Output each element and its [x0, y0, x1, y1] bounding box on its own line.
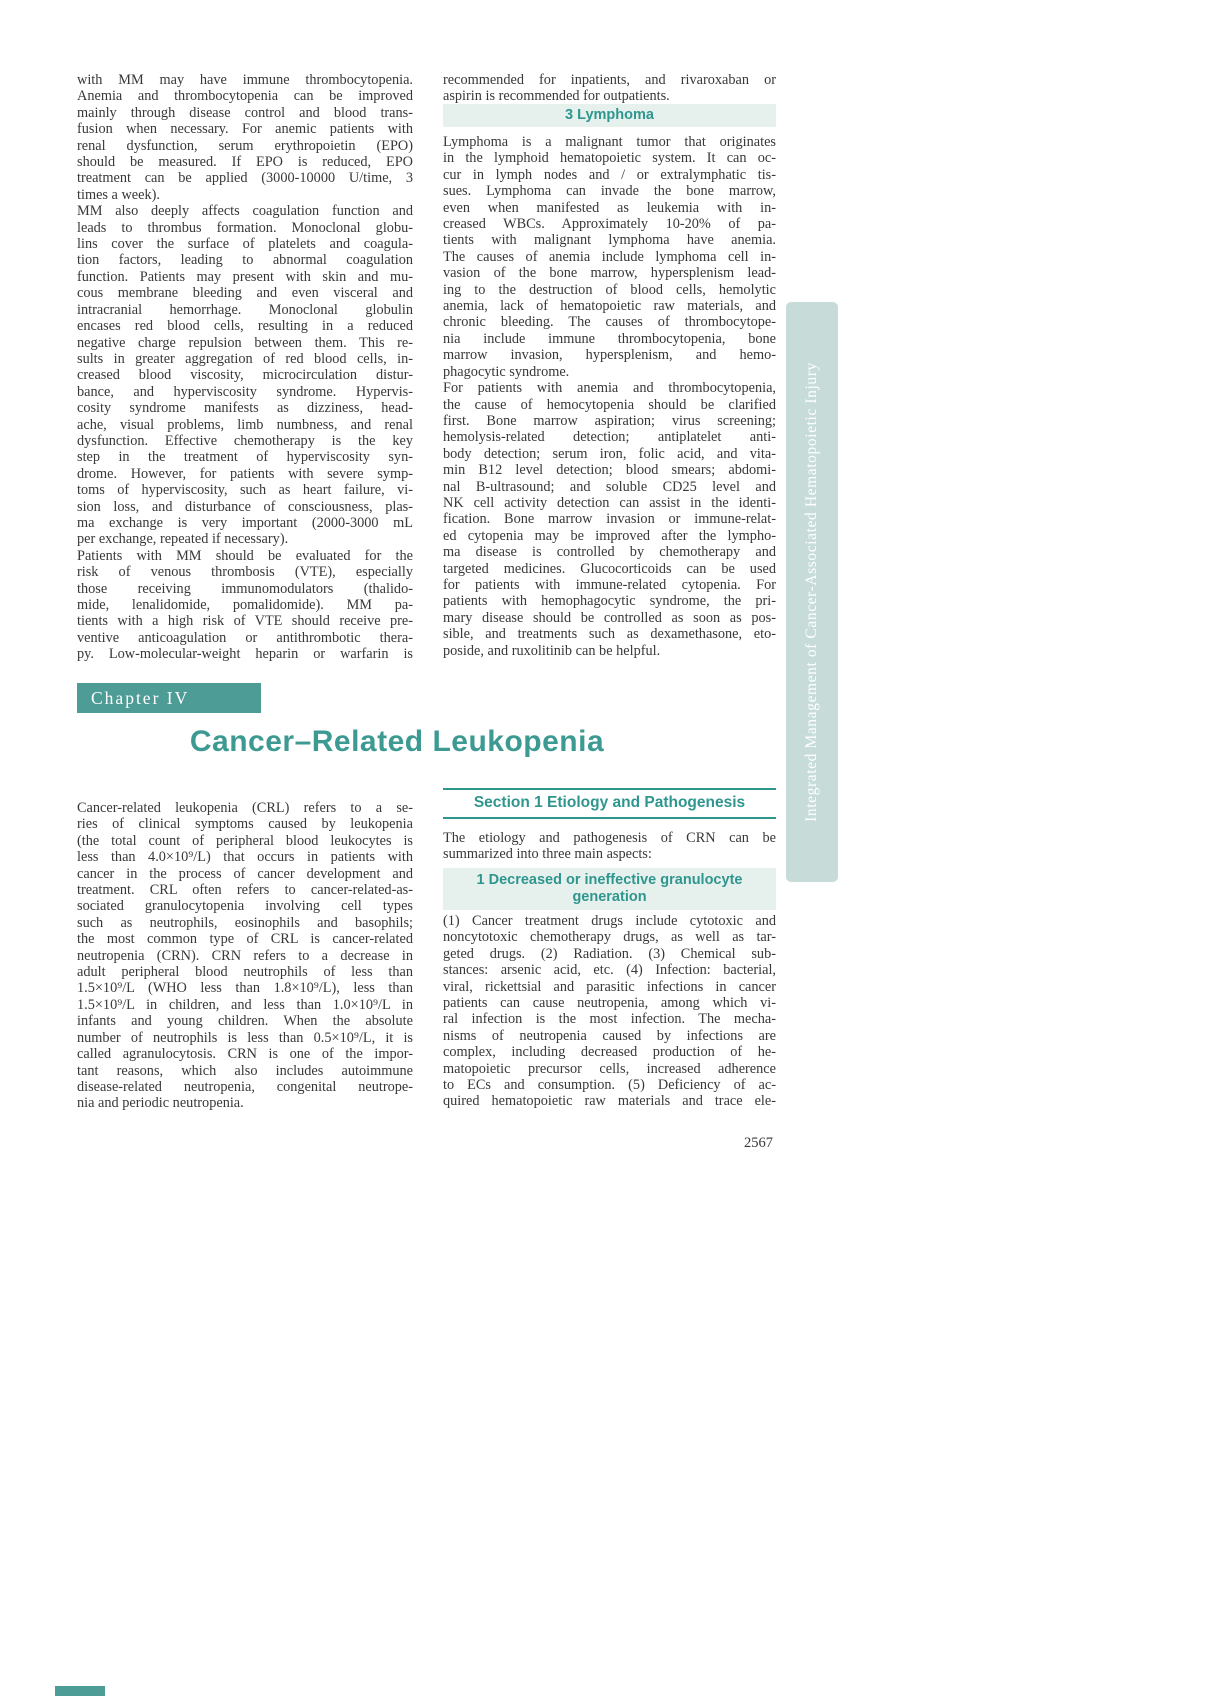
text-line: poside, and ruxolitinib can be helpful.: [443, 642, 661, 659]
bottom-page-mark: [55, 1686, 105, 1696]
text-line: those receiving immunomodulators (thalido-: [77, 580, 413, 597]
text-line: ache, visual problems, limb numbness, and renal: [77, 416, 413, 433]
text-line: called agranulocytosis. CRN is one of the impor-: [77, 1046, 413, 1063]
subheading-line-2: generation: [572, 888, 647, 905]
text-line: The etiology and pathogenesis of CRN can be: [443, 830, 776, 846]
text-line: mide, lenalidomide, pomalidomide). MM pa-: [77, 597, 413, 613]
text-line: treatment. CRL often refers to cancer-related-as-: [77, 882, 413, 899]
text-line: geted drugs. (2) Radiation. (3) Chemical sub-: [443, 945, 776, 962]
text-line: 1.5×10⁹/L (WHO less than 1.8×10⁹/L), less than: [77, 980, 413, 997]
text-line: function. Patients may present with skin and mu-: [77, 268, 413, 285]
page-title: Cancer–Related Leukopenia: [189, 725, 605, 758]
text-line: infants and young children. When the absolute: [77, 1013, 413, 1030]
text-line: ral infection is the most infection. The mecha-: [443, 1011, 776, 1028]
text-line: sible, and treatments such as dexamethasone, eto-: [443, 626, 776, 643]
text-line: cur in lymph nodes and / or extralymphatic tis-: [443, 166, 776, 183]
text-line: nia include immune thrombocytopenia, bone: [443, 330, 776, 347]
text-line: number of neutrophils is less than 0.5×10⁹/L, it is: [77, 1029, 413, 1046]
text-line: to ECs and consumption. (5) Deficiency of ac-: [443, 1077, 776, 1094]
left-column-top-text: [77, 72, 413, 663]
text-line: marrow invasion, hypersplenism, and hemo-: [443, 347, 776, 364]
paragraph: [77, 800, 413, 1112]
text-line: disease-related neutropenia, congenital neutrope-: [77, 1078, 413, 1095]
text-line: ventive anticoagulation or antithrombotic thera-: [77, 629, 413, 646]
text-line: sults in greater aggregation of red blood cells, in-: [77, 350, 413, 367]
text-line: chronic bleeding. The causes of thrombocytope-: [443, 314, 776, 331]
text-line: summarized into three main aspects:: [443, 846, 652, 863]
text-line: lins cover the surface of platelets and coagula-: [77, 236, 413, 253]
text-line: quired hematopoietic raw materials and trace ele-: [443, 1093, 776, 1110]
text-line: dysfunction. Effective chemotherapy is the key: [77, 432, 413, 449]
text-line: step in the treatment of hyperviscosity syn-: [77, 449, 413, 466]
text-line: 1.5×10⁹/L in children, and less than 1.0×10⁹/L in: [77, 996, 413, 1013]
text-line: phagocytic syndrome.: [443, 363, 570, 380]
text-line: anemia, lack of hematopoietic raw materials, and: [443, 298, 776, 315]
text-line: viral, rickettsial and parasitic infections in cancer: [443, 978, 776, 995]
text-line: py. Low-molecular-weight heparin or warfarin is: [77, 646, 413, 663]
text-line: in the lymphoid hematopoietic system. It can oc-: [443, 150, 776, 167]
text-line: nisms of neutropenia caused by infections are: [443, 1027, 776, 1044]
right-column-top-intro-text: [443, 72, 776, 105]
page-number: 2567: [744, 1135, 773, 1151]
text-line: recommended for inpatients, and rivaroxaban or: [443, 72, 776, 88]
text-line: drome. However, for patients with severe symp-: [77, 465, 413, 482]
text-line: ma disease is controlled by chemotherapy and: [443, 544, 776, 561]
text-line: MM also deeply affects coagulation function and: [77, 203, 413, 220]
text-line: leads to thrombus formation. Monoclonal globu-: [77, 219, 413, 236]
text-line: complex, including decreased production of he-: [443, 1044, 776, 1061]
paragraph: [443, 134, 776, 380]
text-line: cancer in the process of cancer development and: [77, 865, 413, 882]
text-line: For patients with anemia and thrombocytopenia,: [443, 380, 776, 397]
left-column-bottom-text: [77, 800, 413, 1112]
right-column-section1-intro: [443, 830, 776, 863]
text-line: negative charge repulsion between them. This re-: [77, 334, 413, 351]
text-line: vasion of the bone marrow, hypersplenism lead-: [443, 265, 776, 282]
text-line: per exchange, repeated if necessary).: [77, 531, 289, 548]
text-line: tant reasons, which also includes autoimmune: [77, 1062, 413, 1079]
text-line: fication. Bone marrow invasion or immune-relat-: [443, 511, 776, 528]
text-line: for patients with immune-related cytopenia. For: [443, 576, 776, 593]
text-line: mary disease should be controlled as soon as pos-: [443, 609, 776, 626]
text-line: ing to the destruction of blood cells, hemolytic: [443, 281, 776, 298]
text-line: renal dysfunction, serum erythropoietin (EPO): [77, 137, 413, 154]
text-line: Anemia and thrombocytopenia can be improved: [77, 88, 413, 105]
text-line: such as neutrophils, eosinophils and basophils;: [77, 914, 413, 931]
text-line: targeted medicines. Glucocorticoids can be used: [443, 560, 776, 577]
text-line: the most common type of CRL is cancer-related: [77, 931, 413, 948]
text-line: aspirin is recommended for outpatients.: [443, 88, 670, 105]
text-line: Lymphoma is a malignant tumor that originates: [443, 134, 776, 150]
text-line: times a week).: [77, 186, 160, 203]
text-line: stances: arsenic acid, etc. (4) Infection: bacterial,: [443, 962, 776, 979]
section1-heading: Section 1 Etiology and Pathogenesis: [443, 788, 776, 819]
text-line: ries of clinical symptoms caused by leukopenia: [77, 816, 413, 833]
paragraph: [443, 913, 776, 1110]
text-line: intracranial hemorrhage. Monoclonal globulin: [77, 301, 413, 318]
text-line: the cause of hemocytopenia should be clarified: [443, 396, 776, 413]
text-line: The causes of anemia include lymphoma cell in-: [443, 248, 776, 265]
text-line: noncytotoxic chemotherapy drugs, as well as tar-: [443, 929, 776, 946]
text-line: sociated granulocytopenia involving cell types: [77, 898, 413, 915]
text-line: Cancer-related leukopenia (CRL) refers to a se-: [77, 800, 413, 816]
text-line: ed cytopenia may be improved after the lympho-: [443, 527, 776, 544]
text-line: hemolysis-related detection; antiplatelet anti-: [443, 429, 776, 446]
text-line: mainly through disease control and blood trans-: [77, 104, 413, 121]
text-line: neutropenia (CRN). CRN refers to a decrease in: [77, 947, 413, 964]
text-line: treatment can be applied (3000-10000 U/time, 3: [77, 170, 413, 187]
text-line: sues. Lymphoma can invade the bone marrow,: [443, 183, 776, 200]
text-line: bance, and hyperviscosity syndrome. Hypervis-: [77, 383, 413, 400]
chapter-label: Chapter IV: [91, 688, 190, 708]
subheading-granulocyte: [443, 868, 776, 910]
text-line: should be measured. If EPO is reduced, EPO: [77, 154, 413, 171]
subheading-line-1: 1 Decreased or ineffective granulocyte: [476, 872, 743, 888]
text-line: risk of venous thrombosis (VTE), especially: [77, 564, 413, 581]
text-line: sion loss, and disturbance of consciousness, plas-: [77, 498, 413, 515]
text-line: creased blood viscosity, microcirculation distur-: [77, 367, 413, 384]
text-line: patients can cause neutropenia, among which vi-: [443, 995, 776, 1012]
text-line: tients with a high risk of VTE should receive pre-: [77, 613, 413, 630]
text-line: ma exchange is very important (2000-3000 mL: [77, 514, 413, 531]
paragraph: [77, 548, 413, 663]
right-column-lymphoma-text: [443, 134, 776, 659]
text-line: body detection; serum iron, folic acid, and vita-: [443, 445, 776, 462]
text-line: tients with malignant lymphoma have anemia.: [443, 232, 776, 249]
text-line: min B12 level detection; blood smears; abdomi-: [443, 462, 776, 479]
text-line: less than 4.0×10⁹/L) that occurs in patients with: [77, 849, 413, 866]
text-line: (the total count of peripheral blood leukocytes is: [77, 832, 413, 849]
text-line: nal B-ultrasound; and soluble CD25 level and: [443, 478, 776, 495]
text-line: nia and periodic neutropenia.: [77, 1095, 244, 1112]
text-line: fusion when necessary. For anemic patients with: [77, 121, 413, 138]
text-line: with MM may have immune thrombocytopenia.: [77, 72, 413, 88]
paragraph: [443, 72, 776, 105]
text-line: cous membrane bleeding and even visceral and: [77, 285, 413, 302]
text-line: matopoietic precursor cells, increased adherence: [443, 1060, 776, 1077]
chapter-banner: [77, 683, 261, 713]
text-line: tion factors, leading to abnormal coagulation: [77, 252, 413, 269]
text-line: first. Bone marrow aspiration; virus screening;: [443, 412, 776, 429]
paragraph: [77, 203, 413, 548]
text-line: NK cell activity detection can assist in the identi-: [443, 494, 776, 511]
lymphoma-section-heading: 3 Lymphoma: [443, 104, 776, 127]
text-line: Patients with MM should be evaluated for the: [77, 547, 413, 564]
paragraph: [443, 380, 776, 659]
sidebar-tab: [786, 302, 838, 882]
text-line: patients with hemophagocytic syndrome, the pri-: [443, 593, 776, 610]
text-line: adult peripheral blood neutrophils of less than: [77, 964, 413, 981]
text-line: creased WBCs. Approximately 10-20% of pa-: [443, 216, 776, 233]
text-line: cosity syndrome manifests as dizziness, head-: [77, 400, 413, 417]
paragraph: [443, 830, 776, 863]
text-line: (1) Cancer treatment drugs include cytotoxic and: [443, 913, 776, 929]
text-line: even when manifested as leukemia with in-: [443, 199, 776, 216]
sidebar-label: Integrated Management of Cancer-Associated Hematopoietic Injury: [803, 362, 820, 822]
right-column-bottom-text: [443, 913, 776, 1110]
text-line: toms of hyperviscosity, such as heart failure, vi-: [77, 482, 413, 499]
text-line: encases red blood cells, resulting in a reduced: [77, 318, 413, 335]
paragraph: [77, 72, 413, 203]
